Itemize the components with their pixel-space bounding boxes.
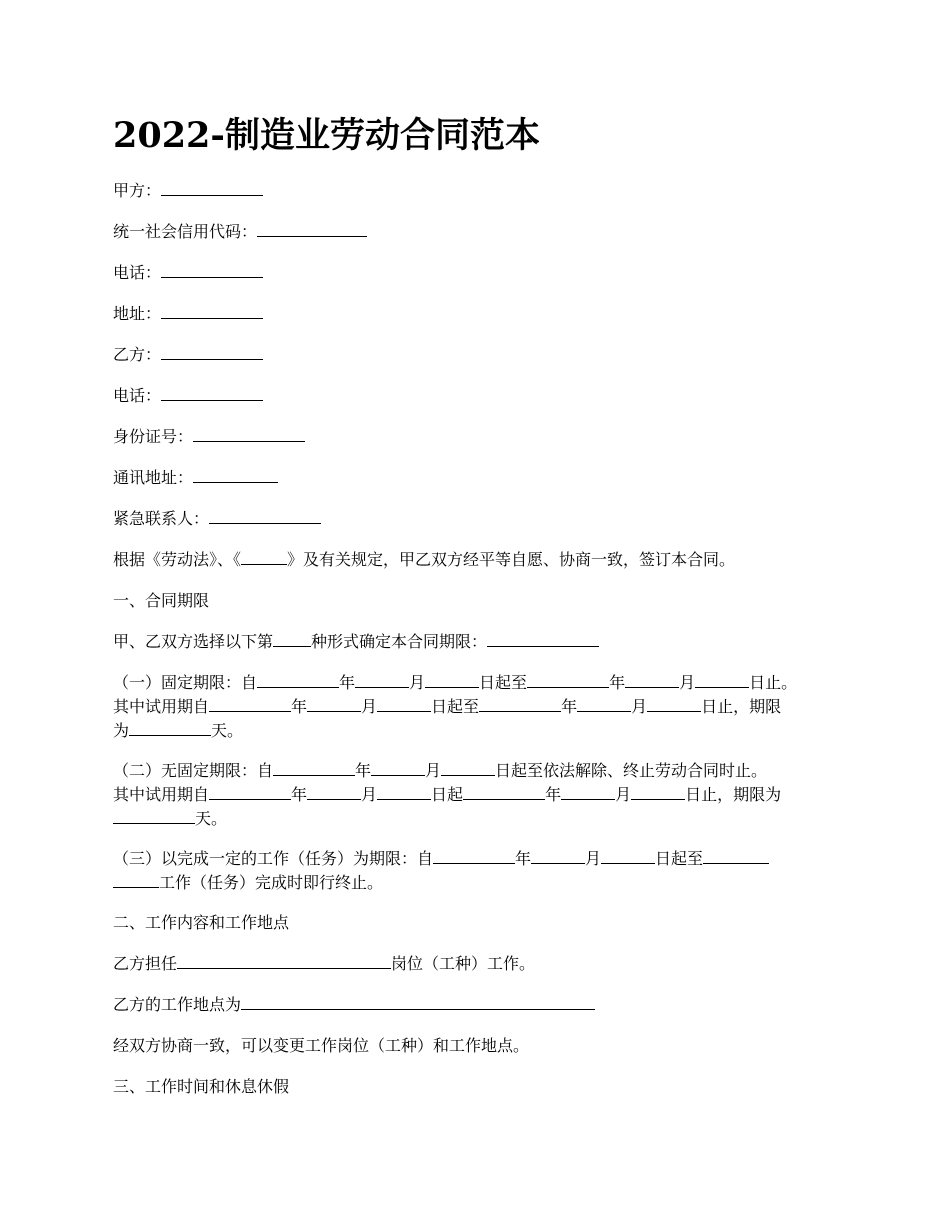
task-start-year-blank[interactable] bbox=[433, 847, 515, 864]
open-probation-end-day-blank[interactable] bbox=[631, 783, 685, 800]
year-text: 年 bbox=[609, 673, 626, 692]
year-text: 年 bbox=[515, 849, 532, 868]
section-2-heading: 二、工作内容和工作地点 bbox=[113, 913, 290, 932]
change-clause: 经双方协商一致，可以变更工作岗位（工种）和工作地点。 bbox=[113, 1036, 530, 1055]
day-from-text: 日起至 bbox=[479, 673, 528, 692]
post-text-start: 乙方担任 bbox=[113, 954, 178, 973]
year-text: 年 bbox=[339, 673, 356, 692]
credit-code-line bbox=[113, 220, 843, 244]
work-location-line bbox=[113, 993, 843, 1017]
day-from-text: 日起至 bbox=[655, 849, 704, 868]
fixed-term-label: （一）固定期限：自 bbox=[113, 673, 258, 692]
address-a-blank[interactable] bbox=[161, 302, 263, 319]
term-choice-text-start: 甲、乙双方选择以下第 bbox=[113, 632, 274, 651]
year-text: 年 bbox=[561, 697, 578, 716]
term-choice-number-blank[interactable] bbox=[273, 630, 311, 647]
document-title: 2022-制造业劳动合同范本 bbox=[113, 115, 540, 156]
emergency-contact-line bbox=[113, 507, 843, 531]
task-term-tail: 工作（任务）完成时即行终止。 bbox=[159, 873, 384, 892]
phone-b-blank[interactable] bbox=[161, 384, 263, 401]
post-blank[interactable] bbox=[177, 952, 391, 969]
day-end-period-text: 日止，期限 bbox=[701, 697, 782, 716]
month-text: 月 bbox=[361, 697, 378, 716]
fixed-start-year-blank[interactable] bbox=[257, 671, 339, 688]
term-choice-text-end: 种形式确定本合同期限： bbox=[311, 632, 488, 651]
address-a-label: 地址： bbox=[113, 304, 162, 323]
fixed-probation-end-day-blank[interactable] bbox=[647, 695, 701, 712]
day-end-text: 日止。 bbox=[749, 673, 798, 692]
open-probation-end-month-blank[interactable] bbox=[561, 783, 615, 800]
fixed-probation-start-year-blank[interactable] bbox=[209, 695, 291, 712]
party-b-line bbox=[113, 343, 843, 367]
open-probation-end-year-blank[interactable] bbox=[463, 783, 545, 800]
credit-code-blank[interactable] bbox=[257, 220, 367, 237]
law-name-blank[interactable] bbox=[241, 548, 287, 565]
fixed-probation-start-day-blank[interactable] bbox=[377, 695, 431, 712]
term-choice-blank[interactable] bbox=[487, 630, 599, 647]
party-a-label: 甲方： bbox=[113, 181, 162, 200]
fixed-start-month-blank[interactable] bbox=[355, 671, 409, 688]
post-line bbox=[113, 952, 843, 976]
mail-address-line bbox=[113, 466, 843, 490]
id-number-blank[interactable] bbox=[193, 425, 305, 442]
month-text: 月 bbox=[361, 785, 378, 804]
party-a-blank[interactable] bbox=[161, 179, 263, 196]
fixed-probation-days-blank[interactable] bbox=[129, 719, 211, 736]
id-number-line bbox=[113, 425, 843, 449]
month-text: 月 bbox=[585, 849, 602, 868]
month-text: 月 bbox=[679, 673, 696, 692]
open-start-month-blank[interactable] bbox=[371, 759, 425, 776]
open-probation-start-month-blank[interactable] bbox=[307, 783, 361, 800]
wei-text: 为 bbox=[113, 721, 130, 740]
year-text: 年 bbox=[291, 697, 308, 716]
fixed-probation-end-year-blank[interactable] bbox=[479, 695, 561, 712]
mail-address-blank[interactable] bbox=[193, 466, 278, 483]
task-term-label: （三）以完成一定的工作（任务）为期限：自 bbox=[113, 849, 434, 868]
year-text: 年 bbox=[545, 785, 562, 804]
task-name-blank-b[interactable] bbox=[113, 871, 159, 888]
phone-a-blank[interactable] bbox=[161, 261, 263, 278]
fixed-end-day-blank[interactable] bbox=[695, 671, 749, 688]
days-text: 天。 bbox=[195, 809, 228, 828]
probation-label: 其中试用期自 bbox=[113, 697, 210, 716]
open-probation-start-year-blank[interactable] bbox=[209, 783, 291, 800]
document-page bbox=[113, 112, 843, 1116]
id-number-label: 身份证号： bbox=[113, 427, 194, 446]
phone-b-line bbox=[113, 384, 843, 408]
task-start-month-blank[interactable] bbox=[531, 847, 585, 864]
month-text: 月 bbox=[409, 673, 426, 692]
month-text: 月 bbox=[425, 761, 442, 780]
open-term-paragraph bbox=[113, 759, 843, 831]
section-3-heading: 三、工作时间和休息休假 bbox=[113, 1077, 290, 1096]
open-probation-days-blank[interactable] bbox=[113, 807, 195, 824]
year-text: 年 bbox=[291, 785, 308, 804]
year-text: 年 bbox=[355, 761, 372, 780]
term-choice-line bbox=[113, 630, 843, 654]
open-probation-start-day-blank[interactable] bbox=[377, 783, 431, 800]
post-text-end: 岗位（工种）工作。 bbox=[391, 954, 536, 973]
task-start-day-blank[interactable] bbox=[601, 847, 655, 864]
open-start-day-blank[interactable] bbox=[441, 759, 495, 776]
fixed-term-paragraph bbox=[113, 671, 843, 743]
section-1-heading: 一、合同期限 bbox=[113, 591, 210, 610]
day-from-text: 日起至 bbox=[431, 697, 480, 716]
day-from-text: 日起 bbox=[431, 785, 464, 804]
month-text: 月 bbox=[631, 697, 648, 716]
intro-text-start: 根据《劳动法》、《 bbox=[113, 550, 242, 569]
credit-code-label: 统一社会信用代码： bbox=[113, 222, 258, 241]
open-start-year-blank[interactable] bbox=[273, 759, 355, 776]
task-term-paragraph bbox=[113, 847, 843, 895]
phone-a-line bbox=[113, 261, 843, 285]
party-b-label: 乙方： bbox=[113, 345, 162, 364]
task-name-blank-a[interactable] bbox=[703, 847, 769, 864]
probation-label: 其中试用期自 bbox=[113, 785, 210, 804]
open-term-label: （二）无固定期限：自 bbox=[113, 761, 274, 780]
fixed-start-day-blank[interactable] bbox=[425, 671, 479, 688]
work-location-label: 乙方的工作地点为 bbox=[113, 995, 242, 1014]
days-text: 天。 bbox=[211, 721, 244, 740]
party-a-line bbox=[113, 179, 843, 203]
emergency-contact-blank[interactable] bbox=[209, 507, 321, 524]
phone-a-label: 电话： bbox=[113, 263, 162, 282]
phone-b-label: 电话： bbox=[113, 386, 162, 405]
party-b-blank[interactable] bbox=[161, 343, 263, 360]
open-term-tail: 日起至依法解除、终止劳动合同时止。 bbox=[495, 761, 768, 780]
month-text: 月 bbox=[615, 785, 632, 804]
mail-address-label: 通讯地址： bbox=[113, 468, 194, 487]
work-location-blank[interactable] bbox=[241, 993, 595, 1010]
intro-paragraph bbox=[113, 548, 843, 572]
emergency-contact-label: 紧急联系人： bbox=[113, 509, 210, 528]
address-a-line bbox=[113, 302, 843, 326]
fixed-probation-end-month-blank[interactable] bbox=[577, 695, 631, 712]
intro-text-end: 》及有关规定，甲乙双方经平等自愿、协商一致，签订本合同。 bbox=[287, 550, 736, 569]
fixed-probation-start-month-blank[interactable] bbox=[307, 695, 361, 712]
fixed-end-month-blank[interactable] bbox=[625, 671, 679, 688]
fixed-end-year-blank[interactable] bbox=[527, 671, 609, 688]
day-end-period-text: 日止，期限为 bbox=[685, 785, 782, 804]
